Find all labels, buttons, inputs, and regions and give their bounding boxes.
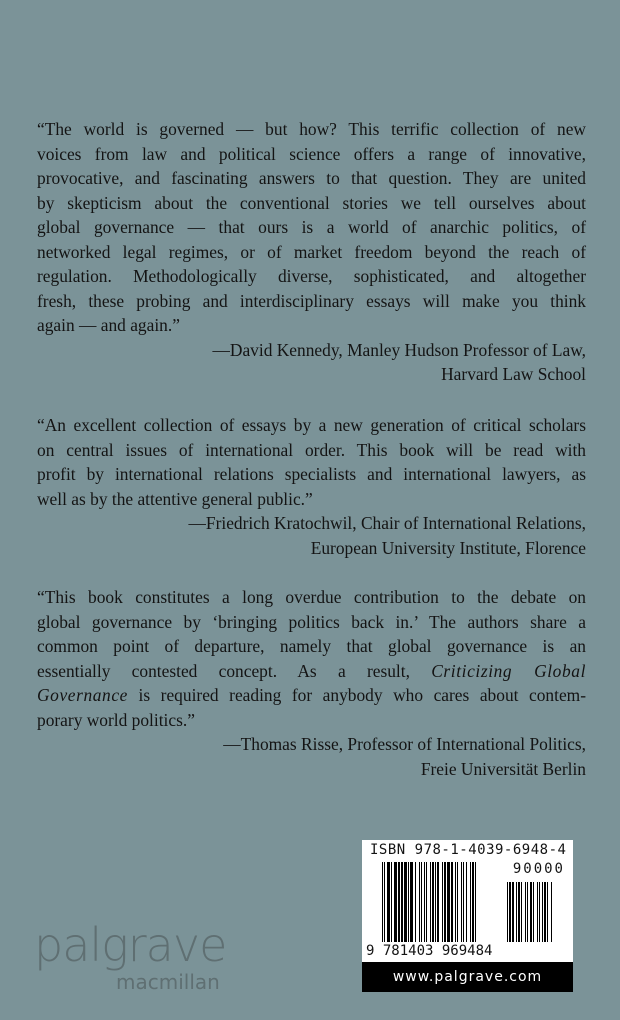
barcode-bar — [461, 862, 462, 942]
quote-kratochwil — [37, 413, 586, 560]
barcode-bar — [475, 862, 476, 942]
barcode-bar — [527, 882, 528, 942]
barcode-bar — [537, 882, 538, 942]
barcode-bar — [435, 862, 436, 942]
quote-line: voices from law and political science offers a range of innovative, — [37, 143, 586, 164]
barcode-bar — [391, 862, 392, 942]
barcode-bar — [525, 882, 526, 942]
attribution: —Thomas Risse, Professor of International Politics, — [223, 734, 586, 754]
barcode-bar — [507, 882, 508, 942]
quote-line — [37, 683, 586, 708]
publisher-logo — [34, 918, 227, 994]
barcode-bar — [455, 862, 456, 942]
quote-line: networked legal regimes, or of market freedom beyond the reach of — [37, 241, 586, 262]
isbn-number: ISBN 978-1-4039-6948-4 — [370, 842, 567, 858]
quote-text: essentially contested concept. As a result, — [37, 660, 410, 681]
barcode-bar — [463, 862, 464, 942]
quote-line: regulation. Methodologically diverse, sophisticated, and altogether — [37, 266, 586, 286]
book-title: Governance — [37, 685, 128, 705]
barcode-bar — [551, 882, 552, 942]
barcode-bar — [442, 862, 443, 942]
quote-line: provocative, and fascinating answers to that question. They are united — [37, 168, 586, 188]
barcode-bar — [509, 882, 511, 942]
barcode-bar — [410, 862, 413, 942]
barcode-bar — [387, 862, 390, 942]
barcode-bar — [421, 862, 422, 942]
barcode-bar — [384, 862, 385, 942]
barcode-bar — [544, 882, 546, 942]
barcode-bar — [512, 882, 514, 942]
quote-line: fresh, these probing and interdisciplinary essays will make you think — [37, 290, 586, 311]
barcode-bar — [398, 862, 400, 942]
barcode-bar — [444, 862, 446, 942]
quote-line — [37, 659, 586, 684]
attribution: —David Kennedy, Manley Hudson Professor of Law, — [212, 339, 586, 360]
quote-line: global governance by ‘bringing politics back in.’ The authors share a — [37, 611, 586, 632]
attribution: —Friedrich Kratochwil, Chair of International Relations, — [188, 513, 586, 533]
barcode-main-bars — [382, 862, 498, 942]
barcode-bar — [470, 862, 471, 942]
quote-line: on central issues of international order. This book will be read with — [37, 439, 586, 460]
logo-imprint: macmillan — [116, 970, 220, 994]
barcode-bar — [419, 862, 420, 942]
barcode-bar — [424, 862, 425, 942]
quote-text: is required reading for anybody who cares about contem- — [138, 685, 586, 705]
publisher-url: www.palgrave.com — [362, 962, 573, 992]
ean-digits: 9 781403 969484 — [366, 943, 493, 959]
barcode-bar — [401, 862, 403, 942]
quote-line: “The world is governed — but how? This terrific collection of new — [37, 119, 586, 139]
barcode-bar — [547, 882, 548, 942]
quote-line: by skepticism about the conventional stories we tell ourselves about — [37, 192, 586, 213]
barcode-bar — [521, 882, 522, 942]
barcode-bar — [539, 882, 540, 942]
barcode-bar — [437, 862, 439, 942]
barcode-bar — [408, 862, 409, 942]
attribution: Freie Universität Berlin — [420, 758, 586, 779]
quote-line: “An excellent collection of essays by a new generation of critical scholars — [37, 415, 586, 435]
barcode-bar — [516, 882, 517, 942]
barcode-bar — [404, 862, 407, 942]
barcode-bar — [472, 862, 474, 942]
barcode-bar — [451, 862, 453, 942]
barcode-bar — [533, 882, 534, 942]
quote-line: “This book constitutes a long overdue contribution to the debate on — [37, 587, 586, 607]
barcode-bar — [466, 862, 467, 942]
quote-kennedy — [37, 117, 586, 387]
barcode-bar — [432, 862, 434, 942]
quote-line: again — and again.” — [37, 315, 180, 335]
barcode-bar — [394, 862, 397, 942]
quote-line: well as by the attentive general public.” — [37, 488, 313, 509]
barcode-bar — [415, 862, 416, 942]
price-addon-code: 90000 — [512, 861, 565, 877]
barcode-bar — [530, 882, 532, 942]
barcode-bar — [542, 882, 543, 942]
isbn-barcode — [362, 840, 573, 992]
attribution: European University Institute, Florence — [310, 537, 586, 558]
barcode-bar — [457, 862, 458, 942]
quote-risse — [37, 585, 586, 781]
quote-line: profit by international relations specialists and international lawyers, as — [37, 464, 586, 484]
quote-line: common point of departure, namely that global governance is an — [37, 636, 586, 656]
quote-line: global governance — that ours is a world of anarchic politics, of — [37, 217, 586, 237]
barcode-bar — [382, 862, 383, 942]
barcode-bar — [426, 862, 427, 942]
book-title: Criticizing Global — [431, 660, 587, 681]
quote-line: porary world politics.” — [37, 709, 195, 730]
barcode-bar — [430, 862, 431, 942]
barcode-addon-bars — [507, 882, 563, 942]
attribution: Harvard Law School — [441, 364, 586, 384]
logo-wordmark: palgrave — [34, 918, 227, 972]
barcode-bar — [447, 862, 450, 942]
barcode-bar — [518, 882, 520, 942]
